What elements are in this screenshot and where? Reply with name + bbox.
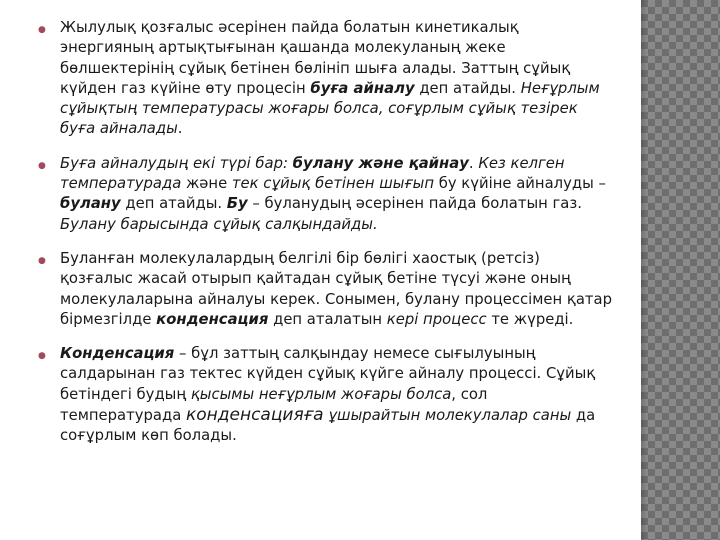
- bullet-item: [38, 154, 613, 235]
- bullet-item: [38, 344, 613, 446]
- text-segment: және: [181, 175, 232, 193]
- italic-phrase: қысымы неғұрлым жоғары болса: [190, 385, 452, 403]
- bullet-text: [60, 155, 606, 233]
- text-segment: да соғұрлым көп болады.: [60, 407, 596, 445]
- bullet-dot-icon: ●: [38, 160, 46, 171]
- text-segment: .: [177, 120, 183, 138]
- text-segment: деп атайды.: [120, 195, 227, 213]
- italic-phrase: Буға айналудың екі түрі бар:: [60, 154, 293, 172]
- text-segment: деп атайды.: [414, 79, 521, 97]
- bullet-dot-icon: ●: [38, 25, 46, 35]
- italic-phrase: тек сұйық бетінен шығып: [231, 175, 435, 193]
- text-segment: бу күйіне айналуды –: [434, 175, 606, 193]
- italic-large-term: конденсацияға: [185, 405, 324, 426]
- italic-phrase: Булану барысында сұйық салқындайды.: [60, 215, 378, 233]
- text-segment: деп аталатын: [268, 310, 387, 328]
- text-segment: – бұл заттың салқындау немесе сығылуының салдарынан газ тектес күйден сұйық күйге айналу процессі. Сұйық бетіндегі будың: [60, 345, 596, 403]
- bold-term: Бу: [226, 195, 248, 213]
- text-segment: , сол температурада: [60, 385, 488, 425]
- bold-term: конденсация: [156, 310, 269, 328]
- bold-term: Конденсация: [60, 345, 175, 363]
- italic-phrase: кері процесс: [386, 310, 487, 328]
- text-segment: Буланған молекулалардың белгілі бір бөлігі хаостық (ретсіз) қозғалыс жасай отырып қайтадан сұйық бетіне түсуі және оның молекулаларына айналуы керек. Сонымен, булану процессімен қатар бірмезгілде: [60, 249, 612, 328]
- bold-term: буға айналу: [310, 79, 415, 97]
- bullet-text: [60, 19, 600, 137]
- italic-phrase: ұшырайтын молекулалар саны: [328, 407, 572, 425]
- bold-term: булану: [60, 195, 121, 213]
- bullet-list: [38, 18, 613, 461]
- bullet-item: [38, 18, 613, 140]
- text-segment: те жүреді.: [486, 310, 574, 328]
- bullet-dot-icon: ●: [38, 255, 46, 266]
- bullet-dot-icon: ●: [38, 351, 46, 362]
- bold-term: булану және қайнау: [292, 154, 469, 172]
- italic-phrase: Кез келген температурада: [60, 154, 565, 193]
- italic-phrase: Неғұрлым сұйықтың температурасы жоғары болса, соғұрлым сұйық тезірек буға айналады: [60, 79, 600, 138]
- bullet-text: [60, 345, 595, 444]
- text-segment: Жылулық қозғалыс әсерінен пайда болатын кинетикалық энергияның артықтығынан қашанда молекуланың жеке бөлшектерінің сұйық бетінен бөлініп шыға алады. Заттың сұйық күйден газ күйіне өту процесін: [60, 19, 571, 97]
- text-segment: – буланудың әсерінен пайда болатын газ.: [247, 195, 582, 213]
- bullet-item: [38, 249, 613, 330]
- text-segment: .: [468, 154, 479, 172]
- bullet-text: [60, 250, 612, 328]
- side-decoration-panel: [641, 0, 720, 540]
